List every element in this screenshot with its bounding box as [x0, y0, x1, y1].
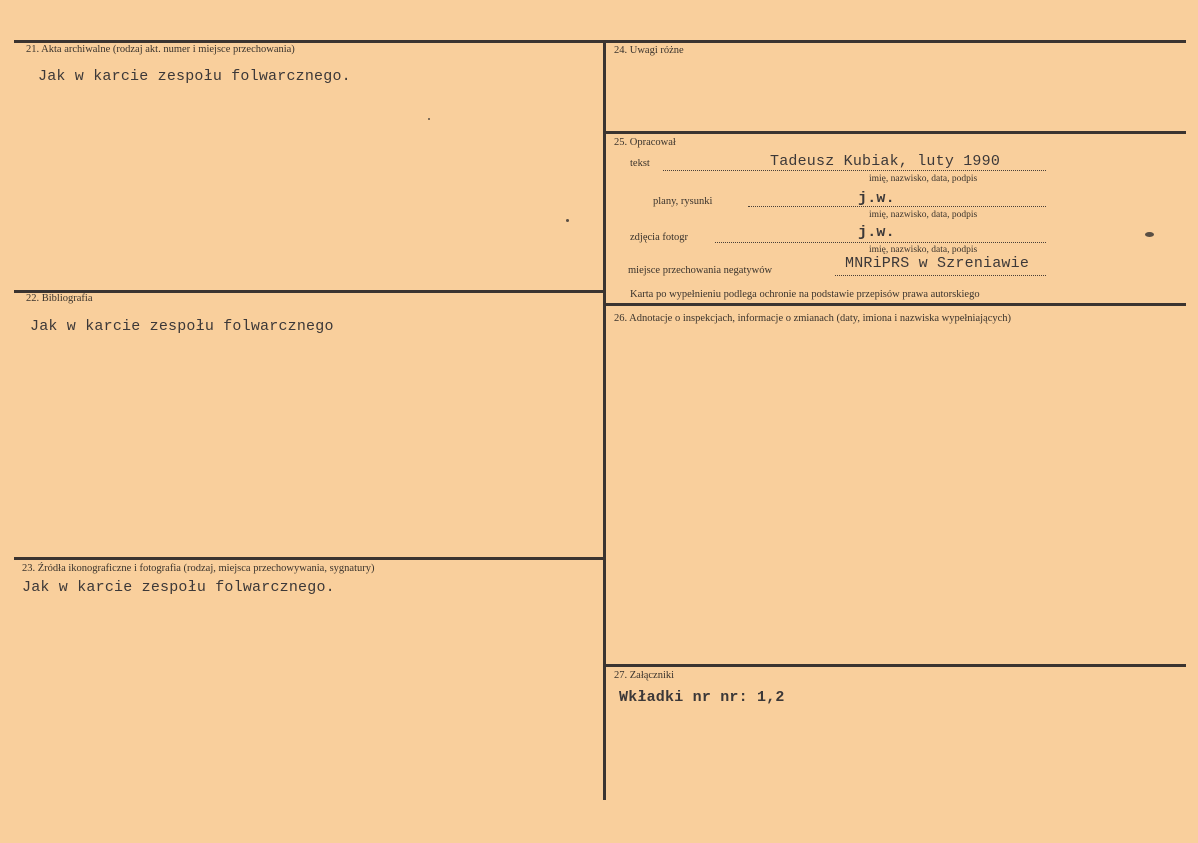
plany-label: plany, rysunki [653, 196, 713, 207]
zdjecia-line [715, 242, 1046, 243]
paper-speck [428, 118, 430, 120]
paper-speck [1145, 232, 1154, 237]
section-22-label: 22. Bibliografia [26, 293, 93, 304]
section-21-label: 21. Akta archiwalne (rodzaj akt. numer i miejsce przechowania) [26, 44, 295, 55]
section-26-label: 26. Adnotacje o inspekcjach, informacje o zmianach (daty, imiona i nazwiska wypełniających) [614, 313, 1012, 324]
rule-26-27 [604, 664, 1186, 667]
plany-line [748, 206, 1046, 207]
copyright-note: Karta po wypełnieniu podlega ochronie na podstawie przepisów prawa autorskiego [630, 289, 980, 300]
negatywy-value: MNRiPRS w Szreniawie [845, 255, 1030, 272]
paper-speck [566, 219, 569, 222]
rule-25-26 [604, 303, 1186, 306]
rule-21-22 [14, 290, 604, 293]
rule-22-23 [14, 557, 604, 560]
top-rule [14, 40, 1186, 43]
section-24-label: 24. Uwagi różne [614, 45, 684, 56]
section-22-value: Jak w karcie zespołu folwarcznego [30, 318, 334, 335]
plany-caption: imię, nazwisko, data, podpis [869, 210, 978, 220]
section-21-value: Jak w karcie zespołu folwarcznego. [38, 68, 351, 85]
section-23-label: 23. Źródła ikonograficzne i fotografia (rodzaj, miejsca przechowywania, sygnatury) [22, 563, 375, 574]
tekst-value: Tadeusz Kubiak, luty 1990 [770, 153, 1001, 170]
negatywy-line [835, 275, 1046, 276]
plany-value: j.w. [858, 190, 895, 207]
rule-24-25 [604, 131, 1186, 134]
negatywy-label: miejsce przechowania negatywów [628, 265, 773, 276]
zdjecia-value: j.w. [858, 224, 895, 241]
section-27-label: 27. Załączniki [614, 670, 675, 681]
zdjecia-caption: imię, nazwisko, data, podpis [869, 245, 978, 255]
tekst-label: tekst [630, 158, 650, 169]
zdjecia-label: zdjęcia fotogr [630, 232, 689, 243]
center-divider [603, 40, 606, 800]
tekst-line [663, 170, 1046, 171]
section-23-value: Jak w karcie zespołu folwarcznego. [22, 579, 335, 596]
section-27-value: Wkładki nr nr: 1,2 [619, 689, 785, 706]
tekst-caption: imię, nazwisko, data, podpis [869, 174, 978, 184]
section-25-label: 25. Opracował [614, 137, 676, 148]
